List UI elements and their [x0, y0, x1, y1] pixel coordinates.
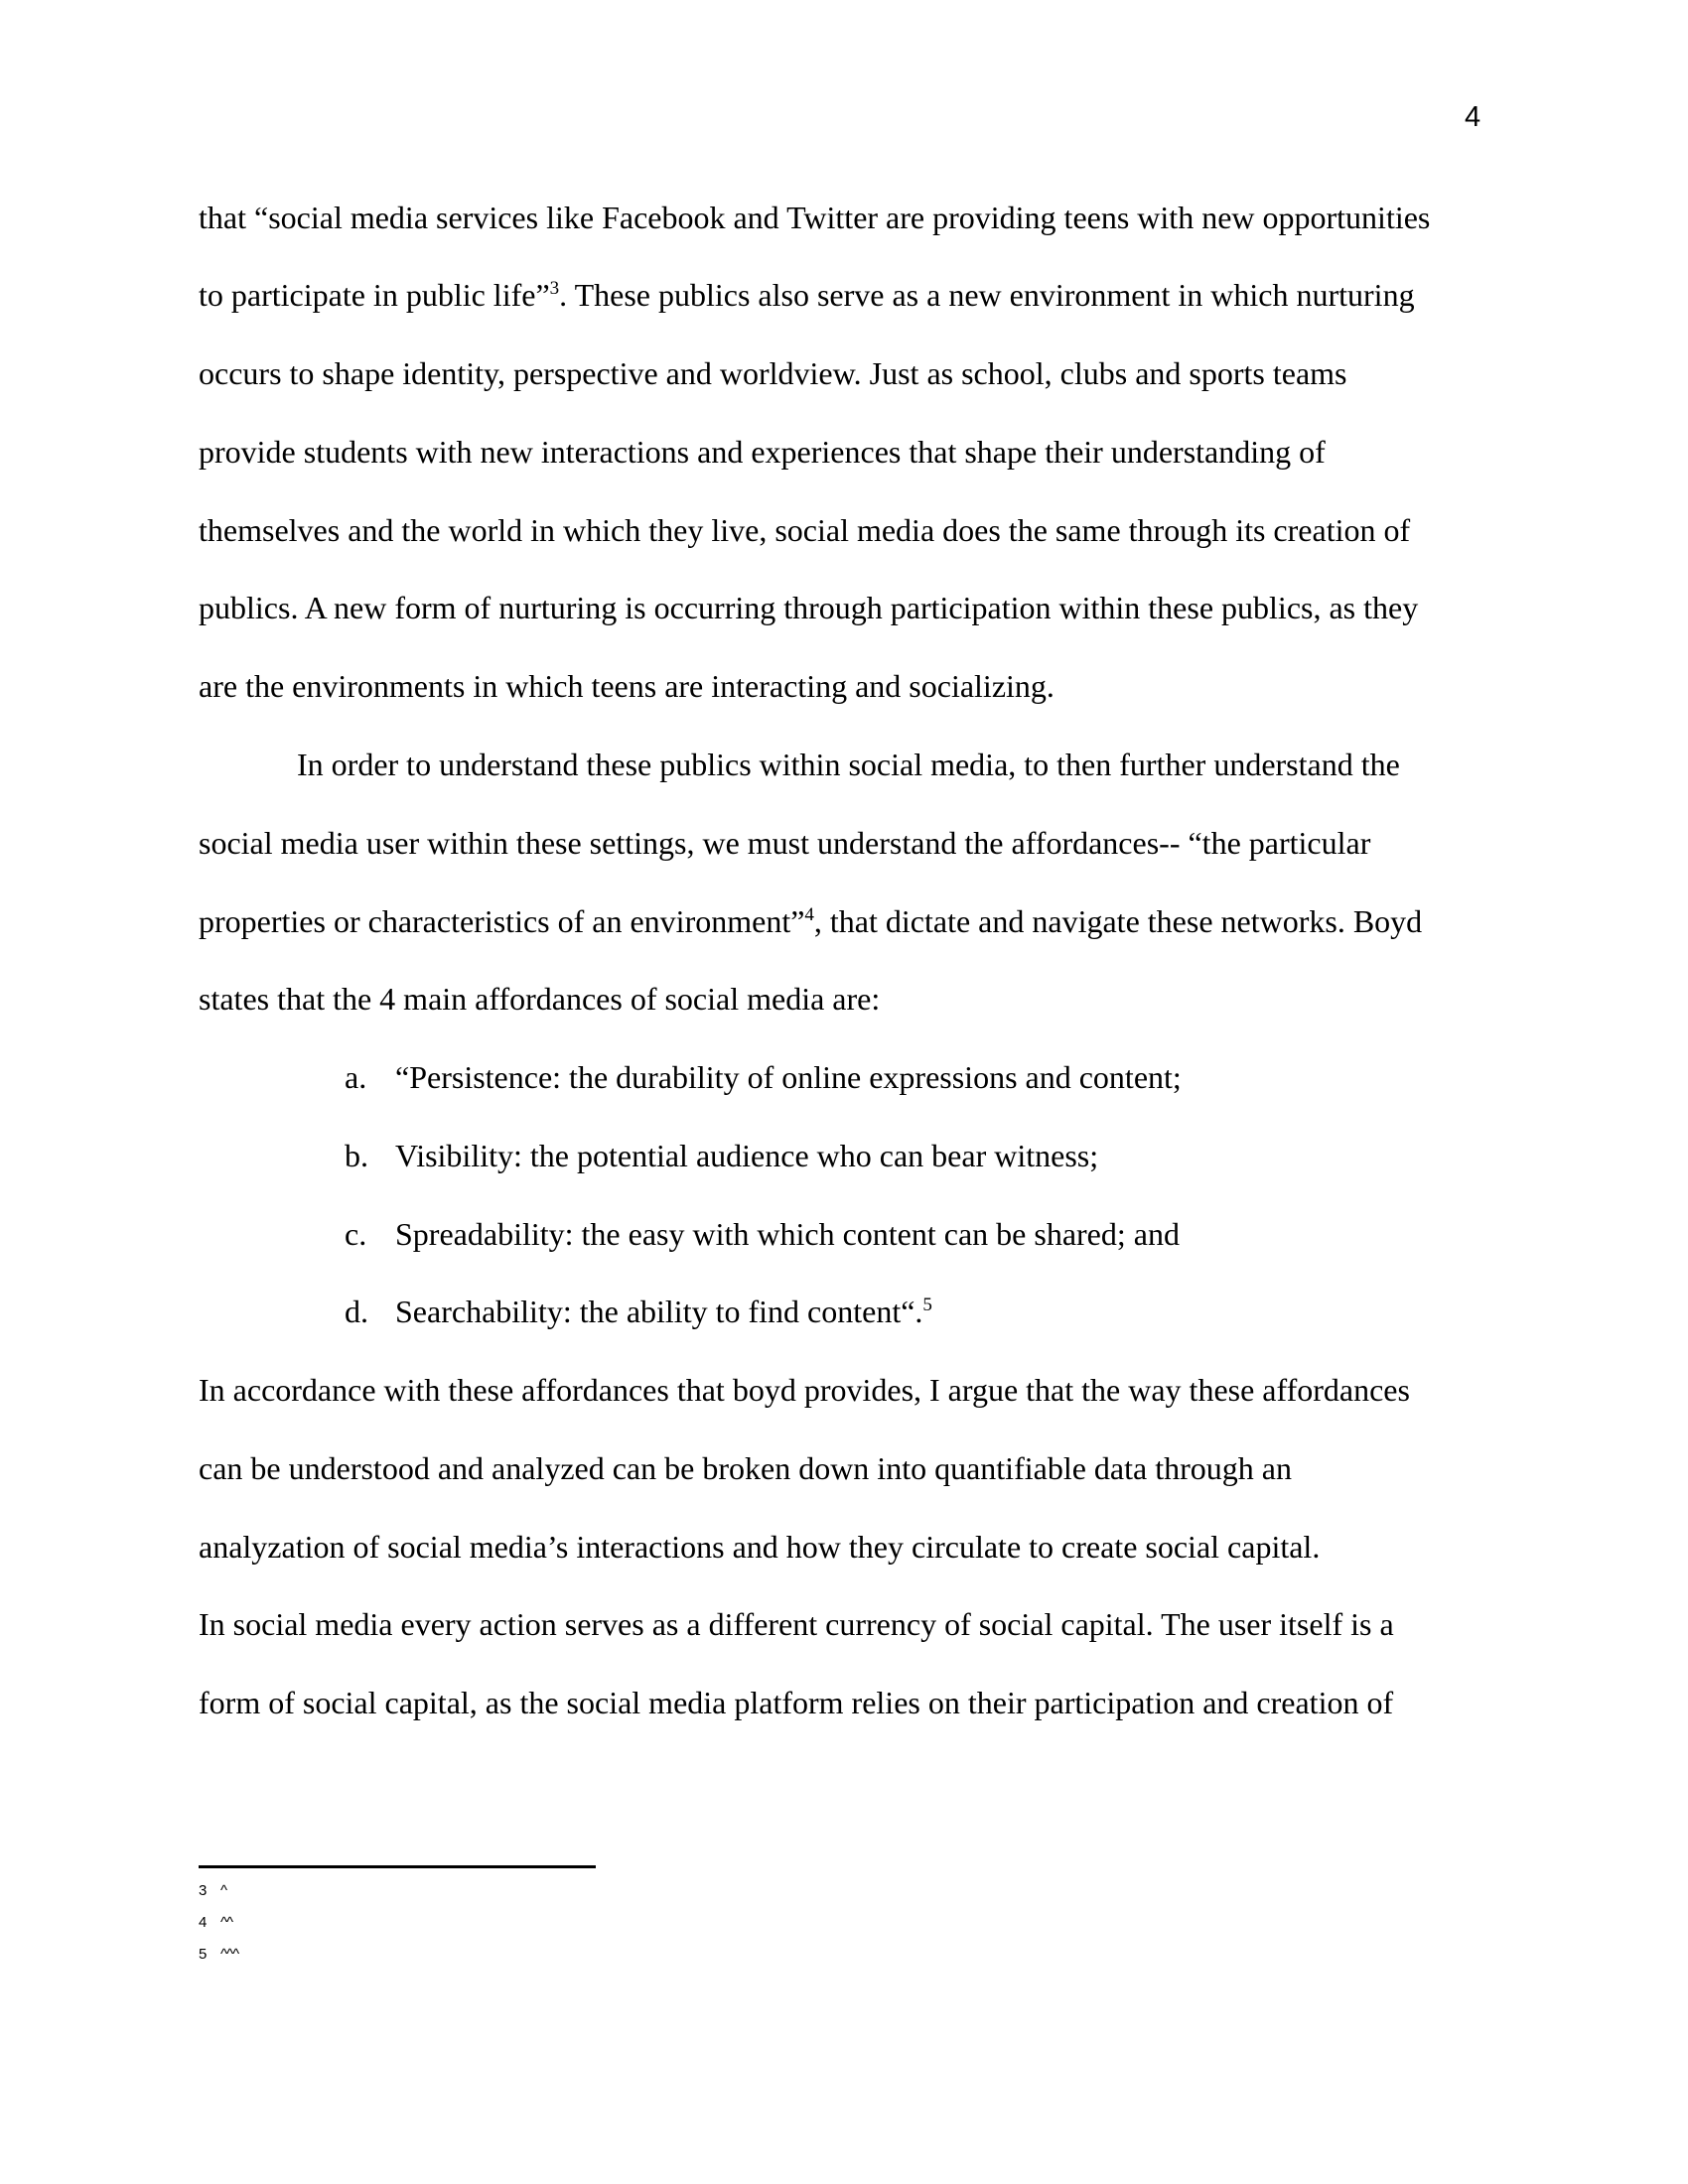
footnote-number: 4 — [199, 1914, 208, 1931]
list-marker: c. — [345, 1216, 367, 1252]
text-line: analyzation of social media’s interactions and how they circulate to create social capital. — [199, 1529, 1321, 1565]
footnote-separator — [199, 1865, 596, 1868]
footnote-3 — [199, 1882, 226, 1900]
footnote-mark: ^^^ — [220, 1946, 239, 1963]
list-marker: a. — [345, 1059, 367, 1095]
footnote-number: 3 — [199, 1882, 208, 1899]
text-run: Searchability: the ability to find content“. — [395, 1294, 923, 1329]
text-line: can be understood and analyzed can be broken down into quantifiable data through an — [199, 1450, 1292, 1486]
text-line: In order to understand these publics within social media, to then further understand the — [297, 747, 1400, 782]
text-line: occurs to shape identity, perspective and worldview. Just as school, clubs and sports teams — [199, 355, 1347, 391]
text-line: themselves and the world in which they live, social media does the same through its creation of — [199, 512, 1411, 548]
footnote-4 — [199, 1914, 232, 1932]
text-line — [199, 901, 1422, 941]
text-run: . These publics also serve as a new environment in which nurturing — [559, 277, 1415, 313]
footnote-5 — [199, 1946, 238, 1964]
footnote-ref-4[interactable]: 4 — [804, 904, 814, 925]
text-line: states that the 4 main affordances of social media are: — [199, 981, 881, 1017]
text-line — [199, 275, 1415, 315]
footnote-ref-5[interactable]: 5 — [922, 1295, 932, 1315]
text-line: In social media every action serves as a different currency of social capital. The user itself is a — [199, 1606, 1394, 1642]
text-line: form of social capital, as the social media platform relies on their participation and creation of — [199, 1685, 1394, 1720]
page-number: 4 — [1465, 101, 1481, 133]
list-item-text — [395, 1292, 932, 1331]
text-line: publics. A new form of nurturing is occurring through participation within these publics, as they — [199, 590, 1419, 625]
footnote-mark: ^ — [220, 1882, 227, 1899]
list-item-text: Visibility: the potential audience who can bear witness; — [395, 1138, 1099, 1173]
footnote-number: 5 — [199, 1946, 208, 1963]
text-line: social media user within these settings, we must understand the affordances-- “the particular — [199, 825, 1371, 861]
list-marker: d. — [345, 1294, 368, 1329]
text-line: provide students with new interactions and experiences that shape their understanding of — [199, 434, 1326, 470]
footnote-mark: ^^ — [220, 1914, 233, 1931]
text-line: that “social media services like Facebook and Twitter are providing teens with new opportunities — [199, 200, 1431, 235]
list-item-text: “Persistence: the durability of online expressions and content; — [395, 1059, 1182, 1095]
text-line: In accordance with these affordances that boyd provides, I argue that the way these affordances — [199, 1372, 1410, 1408]
list-marker: b. — [345, 1138, 368, 1173]
text-run: to participate in public life” — [199, 277, 550, 313]
text-line: are the environments in which teens are interacting and socializing. — [199, 668, 1055, 704]
text-run: properties or characteristics of an environment” — [199, 903, 805, 939]
text-run: , that dictate and navigate these networks. Boyd — [813, 903, 1423, 939]
list-item-text: Spreadability: the easy with which content can be shared; and — [395, 1216, 1180, 1252]
footnote-ref-3[interactable]: 3 — [549, 278, 560, 299]
